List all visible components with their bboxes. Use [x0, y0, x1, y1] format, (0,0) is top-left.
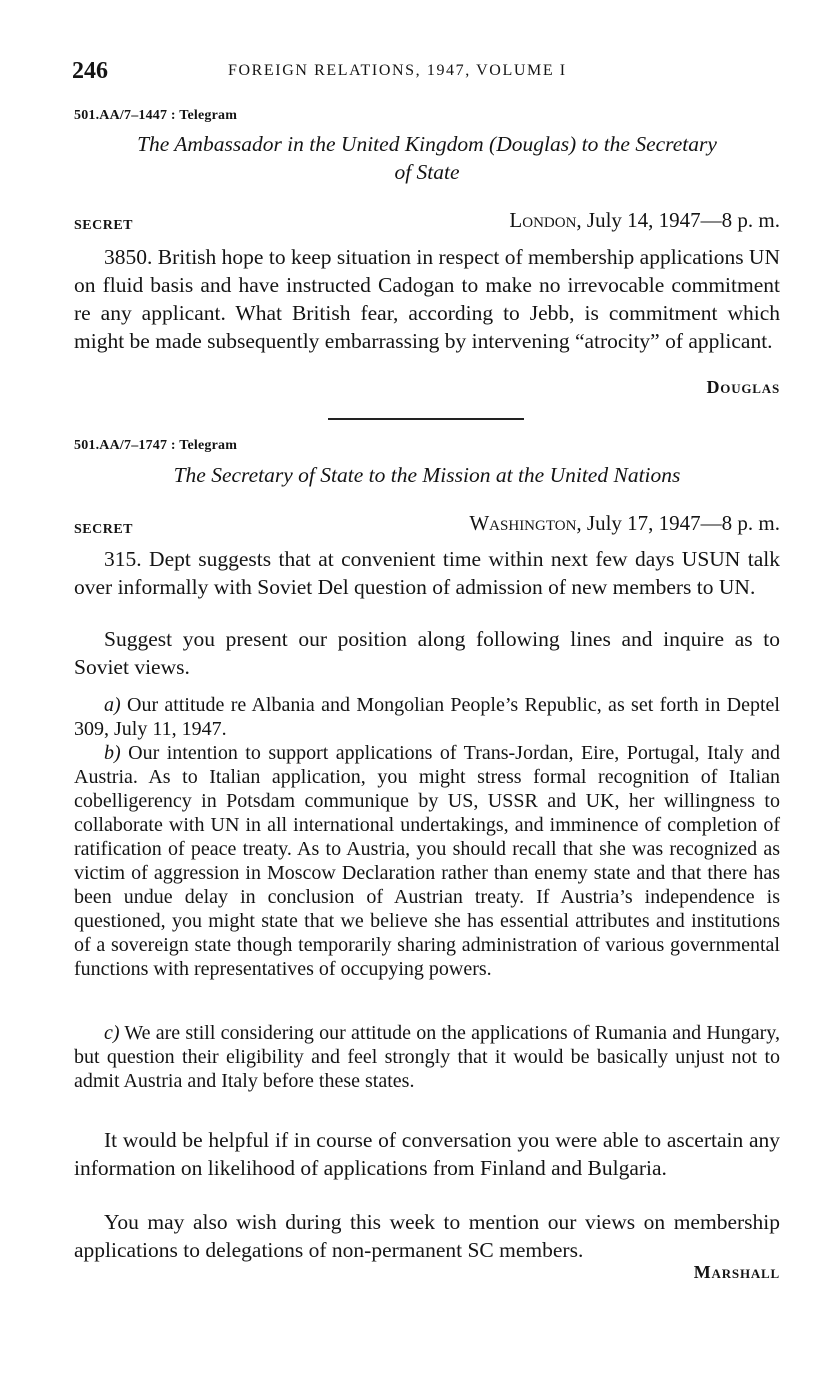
item-b-marker: b) [104, 742, 121, 764]
doc2-paragraph-2: Suggest you present our position along following lines and inquire as to Soviet views. [74, 627, 780, 679]
doc1-body-paragraph: 3850. British hope to keep situation in respect of membership applications UN on fluid basis and have instructed Cadogan to make no irrevocable commitment re any applicant. What British fear, according to Jebb, is commitment which might be made subsequently embarrassing by intervening “atrocity” of applicant. [74, 245, 780, 353]
item-c-text: We are still considering our attitude on the applications of Rumania and Hungary, but question their eligibility and feel strongly that it would be basically unjust not to admit Austria and Italy before these states. [74, 1022, 780, 1092]
doc2-item-c [74, 1021, 780, 1093]
doc1-classification: SECRET [74, 218, 134, 233]
section-divider [328, 418, 524, 420]
doc2-item-b [74, 741, 780, 981]
page-number: 246 [72, 58, 108, 84]
doc2-date: , July 17, 1947—8 p. m. [576, 511, 780, 535]
page-header [72, 58, 780, 88]
doc2-paragraph-4: You may also wish during this week to mention our views on membership applications to delegations of non-permanent SC members. [74, 1210, 780, 1262]
doc2-paragraph-1: 315. Dept suggests that at convenient time within next few days USUN talk over informally with Soviet Del question of admission of new members to UN. [74, 547, 780, 599]
doc2-item-a [74, 693, 780, 741]
item-c-marker: c) [104, 1022, 120, 1044]
item-a-marker: a) [104, 694, 121, 716]
doc1-place: London [509, 208, 577, 232]
doc1-title-line2: of State [394, 160, 460, 184]
doc2-place: Washington [469, 511, 577, 535]
doc1-signature: Douglas [706, 377, 780, 397]
item-a-text: Our attitude re Albania and Mongolian People’s Republic, as set forth in Deptel 309, July 11, 1947. [74, 694, 780, 740]
item-b-text: Our intention to support applications of Trans-Jordan, Eire, Portugal, Italy and Austria. As to Italian application, you might stress formal recognition of Italian cobelligerency in Potsdam communique by US, USSR and UK, her willingness to collaborate with UN in all international undertakings, and imminence of completion of ratification of peace treaty. As to Austria, you should recall that she was recognized as victim of aggression in Moscow Declaration rather than enemy state and that there has been undue delay in conclusion of Austrian treaty. If Austria’s independence is questioned, you might state that we believe she has essential attributes and institutions of a sovereign state though temporarily sharing administration of various governmental functions with representatives of occupying powers. [74, 742, 780, 980]
doc1-date: , July 14, 1947—8 p. m. [576, 208, 780, 232]
doc2-signature: Marshall [693, 1262, 780, 1282]
running-head: FOREIGN RELATIONS, 1947, VOLUME I [228, 62, 567, 79]
doc2-paragraph-3: It would be helpful if in course of conversation you were able to ascertain any information on likelihood of applications from Finland and Bulgaria. [74, 1128, 780, 1180]
doc2-title: The Secretary of State to the Mission at the United Nations [173, 463, 681, 487]
doc2-classification: SECRET [74, 522, 134, 537]
doc1-title-line1: The Ambassador in the United Kingdom (Douglas) to the Secretary [137, 132, 717, 156]
doc1-dateline [509, 208, 780, 233]
doc1-file-reference: 501.AA/7–1447 : Telegram [74, 108, 238, 123]
doc1-title [74, 130, 780, 186]
doc2-file-reference: 501.AA/7–1747 : Telegram [74, 438, 238, 453]
doc2-dateline [469, 511, 780, 536]
